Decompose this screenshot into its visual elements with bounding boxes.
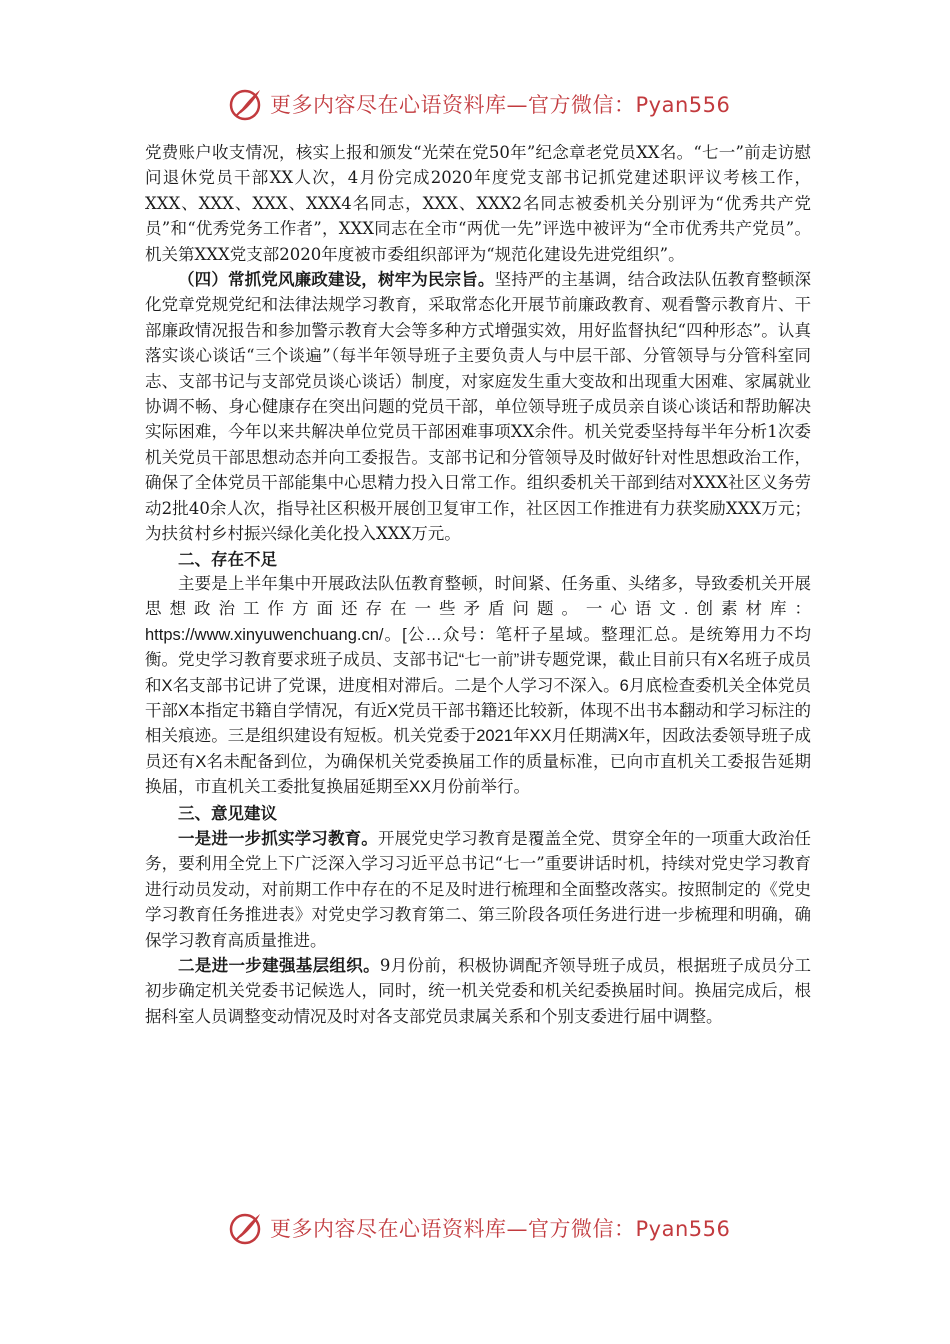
watermark-text: 更多内容尽在心语资料库—官方微信：Pyan556 bbox=[270, 93, 731, 117]
feather-pen-circle-icon bbox=[228, 1210, 264, 1246]
paragraph-text: 开展党史学习教育是覆盖全党、贯穿全年的一项重大政治任务，要利用全党上下广泛深入学习习近平总书记“七一”重要讲话时机，持续对党史学习教育进行动员发动，对前期工作中存在的不足及时进行梳理和全面整改落实。按照制定的《党史学习教育任务推进表》对党史学习教育第二、第三阶段各项任务进行进一步梳理和明确，确保学习教育高质量推进。 bbox=[145, 828, 812, 950]
paragraph-suggestion-2 bbox=[145, 953, 811, 1029]
document-body bbox=[145, 140, 811, 1029]
paragraph-party-fees: 党费账户收支情况，核实上报和颁发“光荣在党50年”纪念章老党员XX名。“七一”前走访慰问退休党员干部XX人次，4月份完成2020年度党支部书记抓党建述职评议考核工作，XXX、XXX、XXX、XXX4名同志，XXX、XXX2名同志被委机关分别评为“优秀共产党员”和“优秀党务工作者”，XXX同志在全市“两优一先”评选中被评为“全市优秀共产党员”。机关第XXX党支部2020年度被市委组织部评为“规范化建设先进党组织”。 bbox=[145, 143, 811, 264]
watermark-text: 更多内容尽在心语资料库—官方微信：Pyan556 bbox=[270, 1217, 731, 1241]
section-heading-shortcomings: 二、存在不足 bbox=[178, 549, 277, 569]
paragraph-lead: 二是进一步建强基层组织。 bbox=[178, 956, 380, 975]
watermark-banner-bottom bbox=[228, 1208, 748, 1248]
section-heading-suggestions: 三、意见建议 bbox=[178, 803, 277, 823]
paragraph-text: 坚持严的主基调，结合政法队伍教育整顿深化党章党规党纪和法律法规学习教育，采取常态化开展节前廉政教育、观看警示教育片、干部廉政情况报告和参加警示教育大会等多种方式增强实效，用好监督执纪“四种形态”。认真落实谈心谈话“三个谈遍”（每半年领导班子主要负责人与中层干部、分管领导与分管科室同志、支部书记与支部党员谈心谈话）制度，对家庭发生重大变故和出现重大困难、家属就业协调不畅、身心健康存在突出问题的党员干部，单位领导班子成员亲自谈心谈话和帮助解决实际困难，今年以来共解决单位党员干部困难事项XX余件。机关党委坚持每半年分析1次委机关党员干部思想动态并向工委报告。支部书记和分管领导及时做好针对性思想政治工作，确保了全体党员干部能集中心思精力投入日常工作。组织委机关干部到结对XXX社区义务劳动2批40余人次，指导社区积极开展创卫复审工作，社区因工作推进有力获奖励XXX万元；为扶贫村乡村振兴绿化美化投入XXX万元。 bbox=[145, 270, 812, 544]
paragraph-text: 9月份前，积极协调配齐领导班子成员，根据班子成员分工初步确定机关党委书记候选人，同时，统一机关党委和机关纪委换届时间。换届完成后，根据科室人员调整变动情况及时对各支部党员隶属关系和个别支委进行届中调整。 bbox=[145, 956, 812, 1026]
paragraph-lead: 一是进一步抓实学习教育。 bbox=[178, 828, 378, 848]
paragraph-integrity bbox=[145, 267, 811, 546]
feather-pen-circle-icon bbox=[228, 86, 264, 122]
paragraph-lead: （四）常抓党风廉政建设，树牢为民宗旨。 bbox=[178, 270, 495, 290]
paragraph-suggestion-1 bbox=[145, 826, 811, 953]
watermark-banner-top bbox=[228, 84, 748, 124]
paragraph-shortcomings: 主要是上半年集中开展政法队伍教育整顿，时间紧、任务重、头绪多，导致委机关开展思想政治工作方面还存在一些矛盾问题。一心语文.创素材库：https://www.xinyuwenchuang.cn/。[公…众号：笔杆子星域。整理汇总。是统筹用力不均衡。党史学习教育要求班子成员、支部书记“七一前”讲专题党课，截止目前只有X名班子成员和X名支部书记讲了党课，进度相对滞后。二是个人学习不深入。6月底检查委机关全体党员干部X本指定书籍自学情况，有近X党员干部书籍还比较新，体现不出书本翻动和学习标注的相关痕迹。三是组织建设有短板。机关党委于2021年XX月任期满X年，因政法委领导班子成员还有X名未配备到位，为确保机关党委换届工作的质量标准，已向市直机关工委报告延期换届，市直机关工委批复换届延期至XX月份前举行。 bbox=[145, 574, 811, 797]
